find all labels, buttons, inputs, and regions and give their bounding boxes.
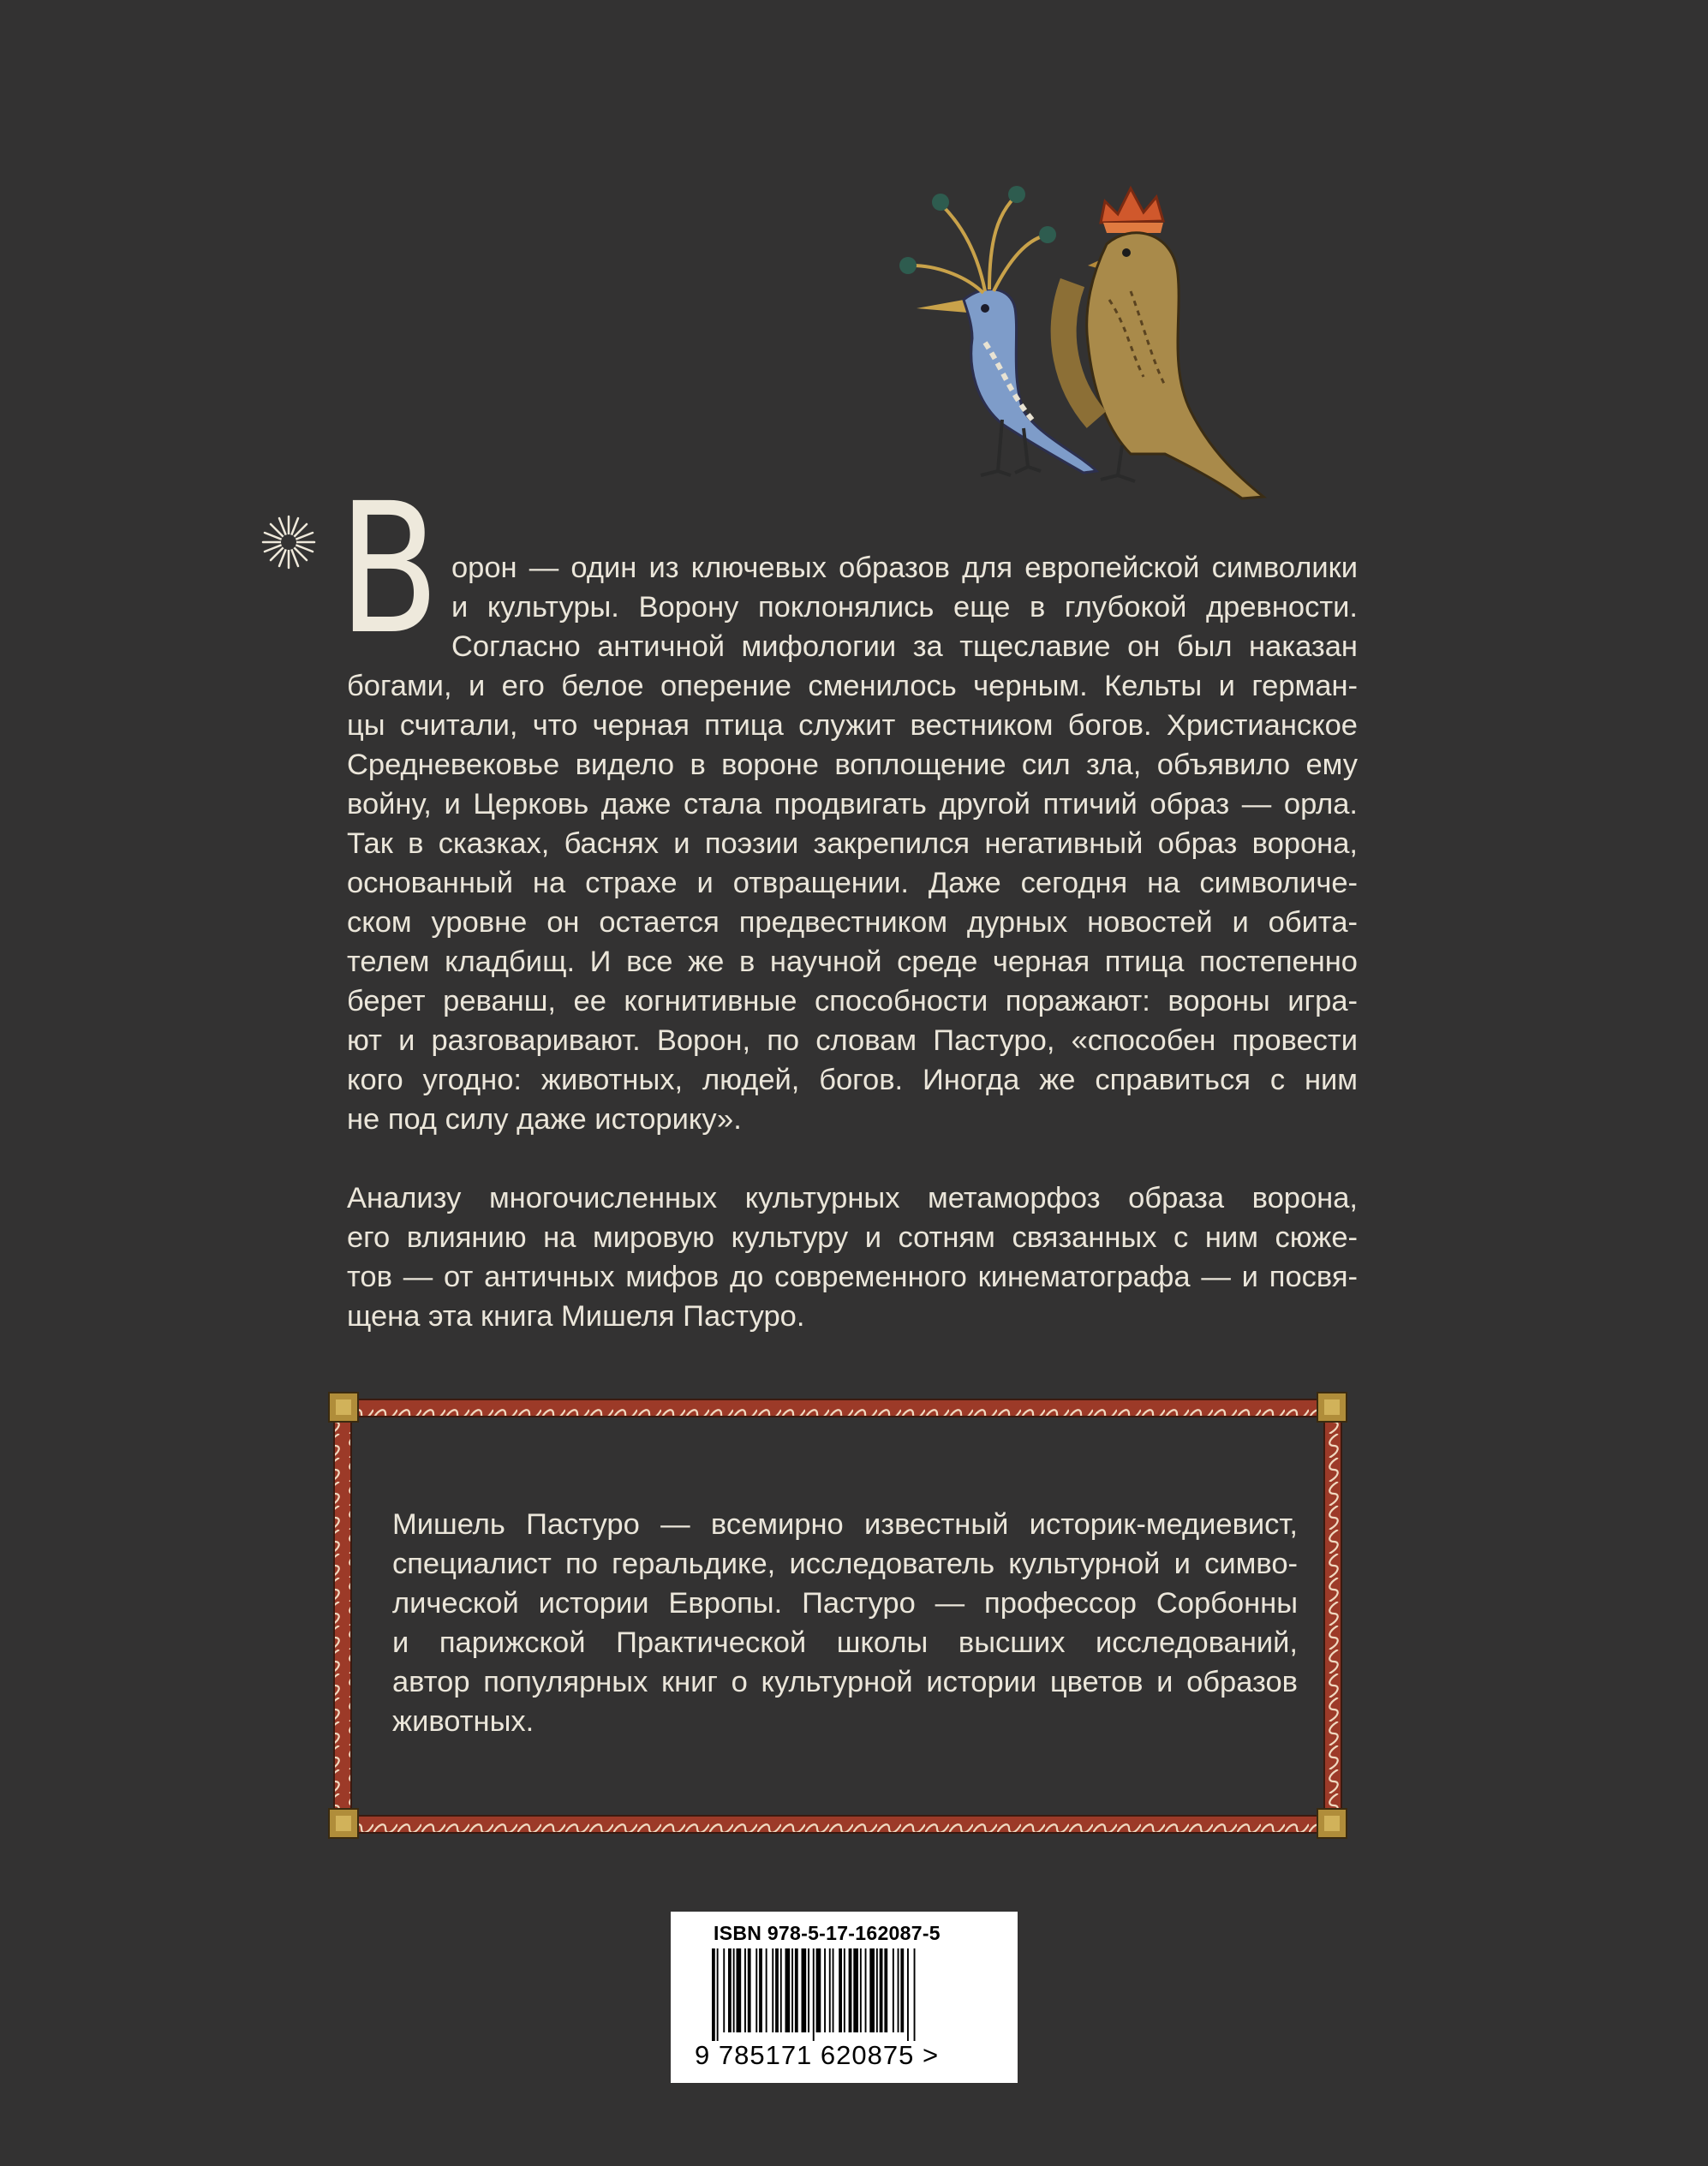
intro-para2-line: тов — от античных мифов до современного кинематографа — и посвя- bbox=[347, 1261, 1358, 1293]
isbn-label: ISBN 978-5-17-162087-5 bbox=[714, 1922, 941, 1944]
barcode-bar bbox=[893, 1948, 894, 2032]
intro-line: цы считали, что черная птица служит вестником богов. Христианское bbox=[347, 709, 1358, 742]
intro-line: богами, и его белое оперение сменилось черным. Кельты и герман- bbox=[347, 670, 1358, 702]
barcode-bar bbox=[813, 1948, 815, 2041]
intro-line: основанный на страхе и отвращении. Даже сегодня на символиче- bbox=[347, 867, 1358, 899]
barcode-bar bbox=[795, 1948, 798, 2032]
barcode-bar bbox=[839, 1948, 842, 2032]
bio-line: лической истории Европы. Пастуро — профессор Сорбонны bbox=[392, 1587, 1298, 1620]
crowned-bird bbox=[1064, 188, 1263, 498]
barcode-bar bbox=[898, 1948, 899, 2032]
barcode-bar bbox=[728, 1948, 732, 2032]
barcode-bar bbox=[748, 1948, 751, 2032]
barcode-bar bbox=[759, 1948, 762, 2032]
barcode-bar bbox=[849, 1948, 852, 2032]
author-bio bbox=[392, 1505, 1298, 1741]
intro-line: берет реванш, ее когнитивные способности поражают: вороны игра- bbox=[347, 985, 1358, 1017]
bio-line: специалист по геральдике, исследователь культурной и симво- bbox=[392, 1548, 1298, 1580]
barcode-bar bbox=[744, 1948, 746, 2032]
bio-line: автор популярных книг о культурной истории цветов и образов bbox=[392, 1666, 1298, 1698]
barcode-bars bbox=[712, 1948, 977, 2041]
barcode-bar bbox=[844, 1948, 845, 2032]
intro-text bbox=[347, 548, 1358, 1336]
barcode-bar bbox=[785, 1948, 791, 2032]
intro-line: Так в сказках, баснях и поэзии закрепился негативный образ ворона, bbox=[347, 827, 1358, 860]
barcode-bar bbox=[876, 1948, 878, 2032]
barcode-bar bbox=[853, 1948, 858, 2032]
intro-line: не под силу даже историку». bbox=[347, 1103, 742, 1136]
intro-line: ском уровне он остается предвестником дурных новостей и обита- bbox=[347, 906, 1358, 939]
barcode bbox=[671, 1912, 1018, 2083]
barcode-bar bbox=[816, 1948, 821, 2032]
intro-line: Согласно античной мифологии за тщеславие он был наказан bbox=[451, 630, 1358, 663]
barcode-bar bbox=[907, 1948, 909, 2041]
barcode-bar bbox=[712, 1948, 715, 2041]
intro-para2-line: его влиянию на мировую культуру и сотням связанных с ним сюже- bbox=[347, 1221, 1358, 1254]
intro-line: орон — один из ключевых образов для европейской символики bbox=[451, 552, 1358, 584]
barcode-bar bbox=[808, 1948, 809, 2032]
intro-line: ют и разговаривают. Ворон, по словам Пастуро, «способен провести bbox=[347, 1024, 1358, 1057]
intro-line: телем кладбищ. И все же в научной среде черная птица постепенно bbox=[347, 946, 1358, 978]
drop-cap-letter: В bbox=[338, 464, 440, 674]
barcode-bar bbox=[829, 1948, 831, 2032]
intro-line: кого угодно: животных, людей, богов. Иногда же справиться с ним bbox=[347, 1064, 1358, 1096]
barcode-bar bbox=[737, 1948, 742, 2032]
barcode-bar bbox=[733, 1948, 735, 2032]
star-ornament-icon bbox=[259, 512, 319, 572]
barcode-bar bbox=[723, 1948, 725, 2032]
intro-line: Средневековье видело в вороне воплощение сил зла, объявило ему bbox=[347, 749, 1358, 781]
barcode-bar bbox=[755, 1948, 757, 2032]
barcode-bar bbox=[884, 1948, 887, 2032]
barcode-bar bbox=[802, 1948, 807, 2032]
barcode-bar bbox=[860, 1948, 862, 2032]
barcode-bar bbox=[791, 1948, 793, 2032]
barcode-bar bbox=[824, 1948, 826, 2032]
intro-line: войну, и Церковь даже стала продвигать другой птичий образ — орла. bbox=[347, 788, 1358, 820]
barcode-bar bbox=[780, 1948, 782, 2032]
barcode-bar bbox=[833, 1948, 834, 2032]
barcode-bar bbox=[717, 1948, 719, 2041]
barcode-bar bbox=[900, 1948, 904, 2032]
barcode-bar bbox=[869, 1948, 875, 2032]
barcode-bar bbox=[772, 1948, 773, 2032]
barcode-bar bbox=[865, 1948, 867, 2032]
intro-para2-line: щена эта книга Мишеля Пастуро. bbox=[347, 1300, 805, 1333]
barcode-bar bbox=[775, 1948, 779, 2032]
intro-line: и культуры. Ворону поклонялись еще в глубокой древности. bbox=[451, 591, 1358, 624]
barcode-digits: 9 785171 620875 > bbox=[695, 2040, 940, 2070]
medieval-birds-illustration bbox=[882, 128, 1328, 505]
barcode-bar bbox=[766, 1948, 767, 2032]
bio-line: животных. bbox=[392, 1705, 534, 1738]
barcode-bar bbox=[914, 1948, 916, 2041]
bio-line: Мишель Пастуро — всемирно известный историк-медиевист, bbox=[392, 1508, 1298, 1541]
bio-line: и парижской Практической школы высших исследований, bbox=[392, 1626, 1298, 1659]
intro-para2-line: Анализу многочисленных культурных метаморфоз образа ворона, bbox=[347, 1182, 1358, 1214]
barcode-bar bbox=[880, 1948, 883, 2032]
